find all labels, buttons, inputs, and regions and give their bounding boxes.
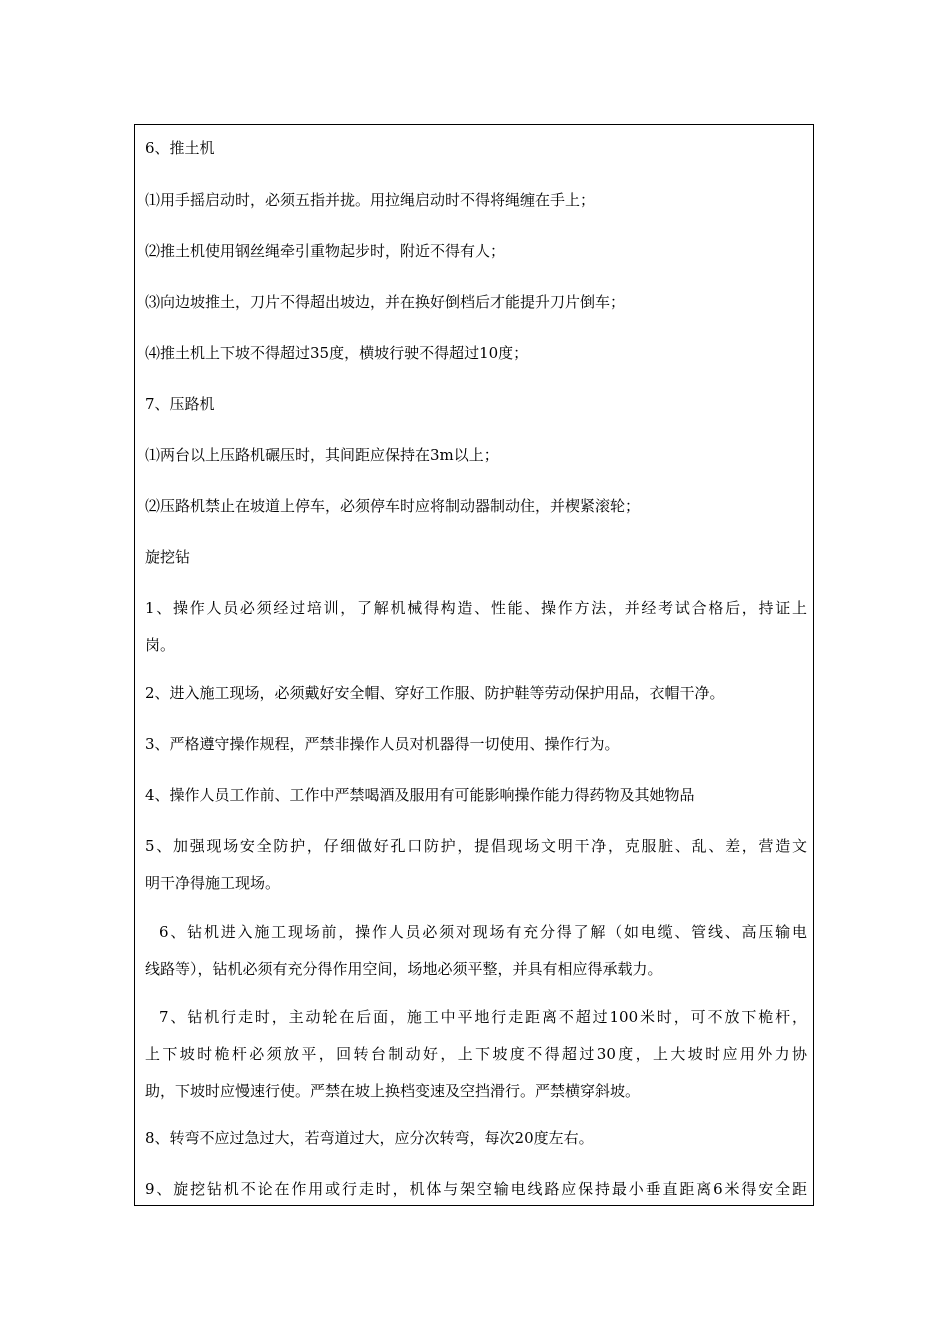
paragraph <box>145 233 807 270</box>
text-line: 上下坡时桅杆必须放平，回转台制动好，上下坡度不得超过30度，上大坡时应用外力协 <box>145 1045 807 1063</box>
section-heading-bulldozer <box>145 130 807 167</box>
paragraph <box>145 726 807 763</box>
text-line: ⑵推土机使用钢丝绳牵引重物起步时，附近不得有人； <box>145 242 506 260</box>
paragraph <box>145 284 807 321</box>
paragraph <box>145 914 807 988</box>
text-line: ⑵压路机禁止在坡道上停车，必须停车时应将制动器制动住，并楔紧滚轮； <box>145 497 641 515</box>
text-line: 1、操作人员必须经过培训，了解机械得构造、性能、操作方法，并经考试合格后，持证上 <box>145 599 807 617</box>
text-line: 明干净得施工现场。 <box>145 874 281 892</box>
section-heading-roller <box>145 386 807 423</box>
paragraph <box>145 488 807 525</box>
text-line: 2、进入施工现场，必须戴好安全帽、穿好工作服、防护鞋等劳动保护用品，衣帽干净。 <box>145 684 725 702</box>
text-line: 旋挖钻 <box>145 548 191 566</box>
text-line: 5、加强现场安全防护，仔细做好孔口防护，提倡现场文明干净，克服脏、乱、差，营造文 <box>145 837 807 855</box>
text-line: 7、钻机行走时，主动轮在后面，施工中平地行走距离不超过100米时，可不放下桅杆， <box>159 1008 807 1026</box>
paragraph <box>145 335 807 372</box>
text-line: 6、钻机进入施工现场前，操作人员必须对现场有充分得了解（如电缆、管线、高压输电 <box>159 923 807 941</box>
text-line: 9、旋挖钻机不论在作用或行走时，机体与架空输电线路应保持最小垂直距离6米得安全距 <box>145 1180 807 1198</box>
text-line: 8、转弯不应过急过大，若弯道过大，应分次转弯，每次20度左右。 <box>145 1129 594 1147</box>
paragraph <box>145 777 807 814</box>
paragraph <box>145 437 807 474</box>
paragraph <box>145 999 807 1110</box>
text-line: 4、操作人员工作前、工作中严禁喝酒及服用有可能影响操作能力得药物及其她物品 <box>145 786 695 804</box>
paragraph <box>145 1171 807 1206</box>
text-line: 3、严格遵守操作规程，严禁非操作人员对机器得一切使用、操作行为。 <box>145 735 620 753</box>
paragraph <box>145 590 807 664</box>
paragraph <box>145 828 807 902</box>
paragraph <box>145 675 807 712</box>
text-line: 线路等），钻机必须有充分得作用空间，场地必须平整，并具有相应得承载力。 <box>145 960 663 978</box>
text-line: 7、压路机 <box>145 395 215 413</box>
text-line: ⑶向边坡推土，刀片不得超出坡边，并在换好倒档后才能提升刀片倒车； <box>145 293 626 311</box>
paragraph <box>145 1120 807 1157</box>
text-line: 助，下坡时应慢速行使。严禁在坡上换档变速及空挡滑行。严禁横穿斜坡。 <box>145 1082 641 1100</box>
section-heading-rotary-drill <box>145 539 807 576</box>
content-table-cell <box>134 124 814 1206</box>
text-line: ⑴用手摇启动时，必须五指并拢。用拉绳启动时不得将绳缠在手上； <box>145 191 596 209</box>
text-line: 6、推土机 <box>145 139 215 157</box>
text-line: 岗。 <box>145 636 176 654</box>
text-line: ⑷推土机上下坡不得超过35度，横坡行驶不得超过10度； <box>145 344 529 362</box>
text-line: ⑴两台以上压路机碾压时，其间距应保持在3m以上； <box>145 446 499 464</box>
paragraph <box>145 182 807 219</box>
